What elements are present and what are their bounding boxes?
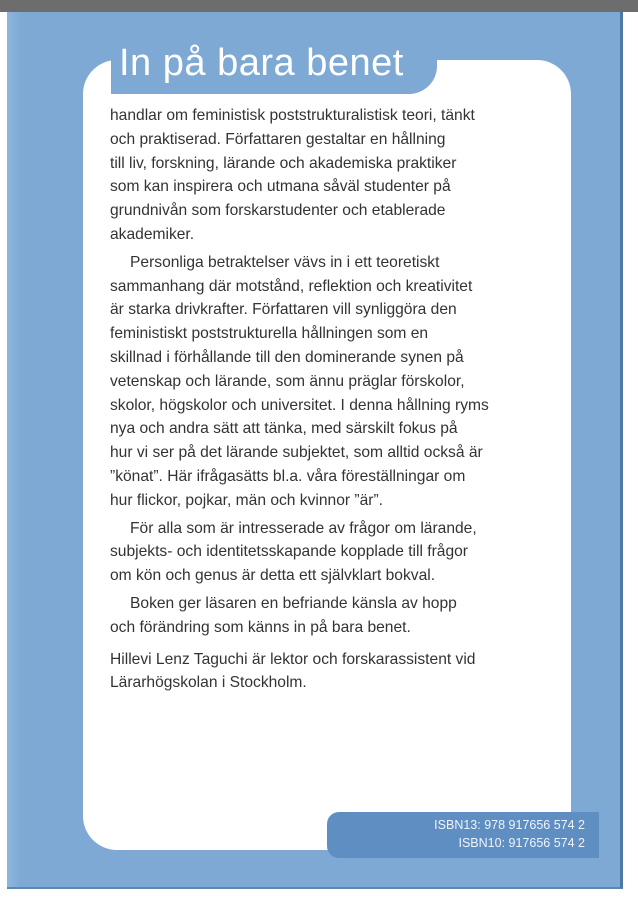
blurb-text [110, 104, 515, 695]
isbn10-label: ISBN10: 917656 574 2 [458, 836, 585, 850]
paragraph-4: Boken ger läsaren en befriande känsla av hopp och förändring som känns in på bara benet. [110, 594, 457, 636]
paragraph-intro: handlar om feministisk poststrukturalistisk teori, tänkt och praktiserad. Författaren gestaltar en hållning till liv, forskning, lärande och akademiska praktiker som kan inspirera och utmana såväl studenter på grundnivån som forskarstudenter och etablerade akademiker. [110, 107, 475, 243]
book-title: In på bara benet [119, 42, 404, 84]
isbn13-label: ISBN13: 978 917656 574 2 [434, 818, 585, 832]
paragraph-3: För alla som är intresserade av frågor om lärande, subjekts- och identitetsskapande kopplade till frågor om kön och genus är detta ett självklart bokval. [110, 519, 477, 585]
author-bio: Hillevi Lenz Taguchi är lektor och forskarassistent vid Lärarhögskolan i Stockholm. [110, 650, 476, 692]
isbn-box [327, 812, 599, 858]
paragraph-2: Personliga betraktelser vävs in i ett teoretiskt sammanhang där motstånd, reflektion och kreativitet är starka drivkrafter. Författaren vill synliggöra den feministiskt poststrukturella hållningen som en skillnad i förhållande till den dominerande synen på vetenskap och lärande, som ännu präglar förskolor, skolor, högskolor och universitet. I denna hållning ryms nya och andra sätt att tänka, med särskilt fokus på hur vi ser på det lärande subjektet, som alltid också är ”könat”. Här ifrågasätts bl.a. våra föreställningar om hur flickor, pojkar, män och kvinnor ”är”. [110, 253, 489, 509]
scan-top-edge [0, 0, 638, 12]
spine-shade [7, 12, 21, 887]
